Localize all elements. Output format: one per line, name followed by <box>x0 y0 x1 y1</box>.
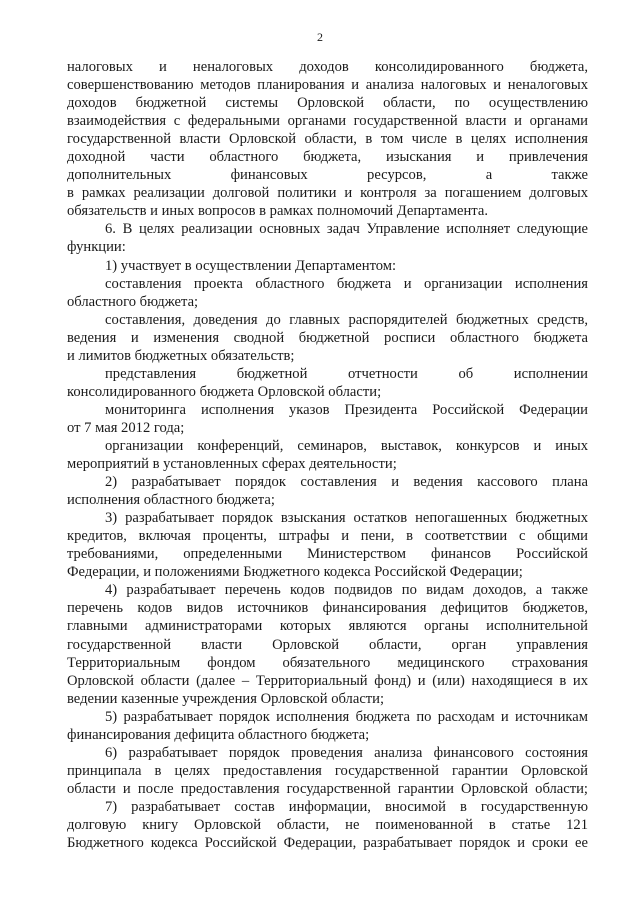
text-line: государственной власти Орловской области, орган управления <box>67 636 588 653</box>
text-line: организации конференций, семинаров, выставок, конкурсов и иных <box>105 437 588 454</box>
text-line: 3) разрабатывает порядок взыскания остатков непогашенных бюджетных <box>105 510 588 527</box>
text-line: в рамках реализации долговой политики и контроля за погашением долговых <box>67 185 588 202</box>
text-line: государственной власти Орловской области, в том числе в целях исполнения <box>67 131 588 148</box>
text-line: Территориальным фондом обязательного медицинского страхования <box>67 654 588 671</box>
text-line: доходной части областного бюджета, изыскания и привлечения <box>67 149 588 166</box>
text-line: 7) разрабатывает состав информации, вносимой в государственную <box>105 798 588 815</box>
text-line: консолидированного бюджета Орловской области; <box>67 383 382 400</box>
text-line: области и после предоставления государственной гарантии Орловской области; <box>67 780 588 797</box>
text-line: мероприятий в установленных сферах деятельности; <box>67 456 397 473</box>
text-line: 4) разрабатывает перечень кодов подвидов по видам доходов, а также <box>105 582 588 599</box>
page-number: 2 <box>317 30 323 44</box>
text-line: налоговых и неналоговых доходов консолидированного бюджета, <box>67 59 588 75</box>
text-line: доходов бюджетной системы Орловской области, по осуществлению <box>67 95 588 112</box>
text-line: принципала в целях предоставления государственной гарантии Орловской <box>67 762 588 779</box>
text-line: Федерации, и положениями Бюджетного кодекса Российской Федерации; <box>67 564 523 581</box>
text-line: областного бюджета; <box>67 293 199 310</box>
text-line: исполнения областного бюджета; <box>67 492 275 509</box>
text-line: обязательств и иных вопросов в рамках полномочий Департамента. <box>67 203 488 220</box>
text-line: Бюджетного кодекса Российской Федерации, разрабатывает порядок и сроки ее <box>67 835 588 852</box>
text-line: мониторинга исполнения указов Президента Российской Федерации <box>105 401 588 418</box>
text-line: функции: <box>67 239 126 256</box>
text-line: финансирования дефицита областного бюджета; <box>67 726 370 743</box>
text-line: Орловской области (далее – Территориальный фонд) и (или) находящиеся в их <box>67 672 588 689</box>
text-line: взаимодействия с федеральными органами государственной власти и органами <box>67 113 588 130</box>
text-line: совершенствованию методов планирования и анализа налоговых и неналоговых <box>67 77 588 94</box>
text-line: 2) разрабатывает порядок составления и ведения кассового плана <box>105 474 588 491</box>
text-line: дополнительных финансовых ресурсов, а также <box>67 167 588 184</box>
text-line: составления проекта областного бюджета и организации исполнения <box>105 275 588 292</box>
document-body <box>67 58 588 852</box>
text-line: ведения и изменения сводной бюджетной росписи областного бюджета <box>67 329 588 346</box>
text-line: требованиями, определенными Министерством финансов Российской <box>67 546 588 563</box>
text-line: 6. В целях реализации основных задач Управление исполняет следующие <box>105 221 588 238</box>
text-line: составления, доведения до главных распорядителей бюджетных средств, <box>105 311 588 328</box>
text-line: главными администраторами которых являются органы исполнительной <box>67 618 588 635</box>
text-line: кредитов, включая проценты, штрафы и пени, в соответствии с общими <box>67 528 588 545</box>
text-line: долговую книгу Орловской области, не поименованной в статье 121 <box>67 816 588 833</box>
text-line: от 7 мая 2012 года; <box>67 419 185 436</box>
text-line: представления бюджетной отчетности об исполнении <box>105 365 588 382</box>
text-line: 1) участвует в осуществлении Департаментом: <box>105 257 397 274</box>
text-line: ведении казенные учреждения Орловской области; <box>67 690 385 707</box>
text-line: 5) разрабатывает порядок исполнения бюджета по расходам и источникам <box>105 708 588 725</box>
text-line: и лимитов бюджетных обязательств; <box>67 347 295 364</box>
text-line: 6) разрабатывает порядок проведения анализа финансового состояния <box>105 744 588 761</box>
text-line: перечень кодов видов источников финансирования дефицитов бюджетов, <box>67 600 588 617</box>
